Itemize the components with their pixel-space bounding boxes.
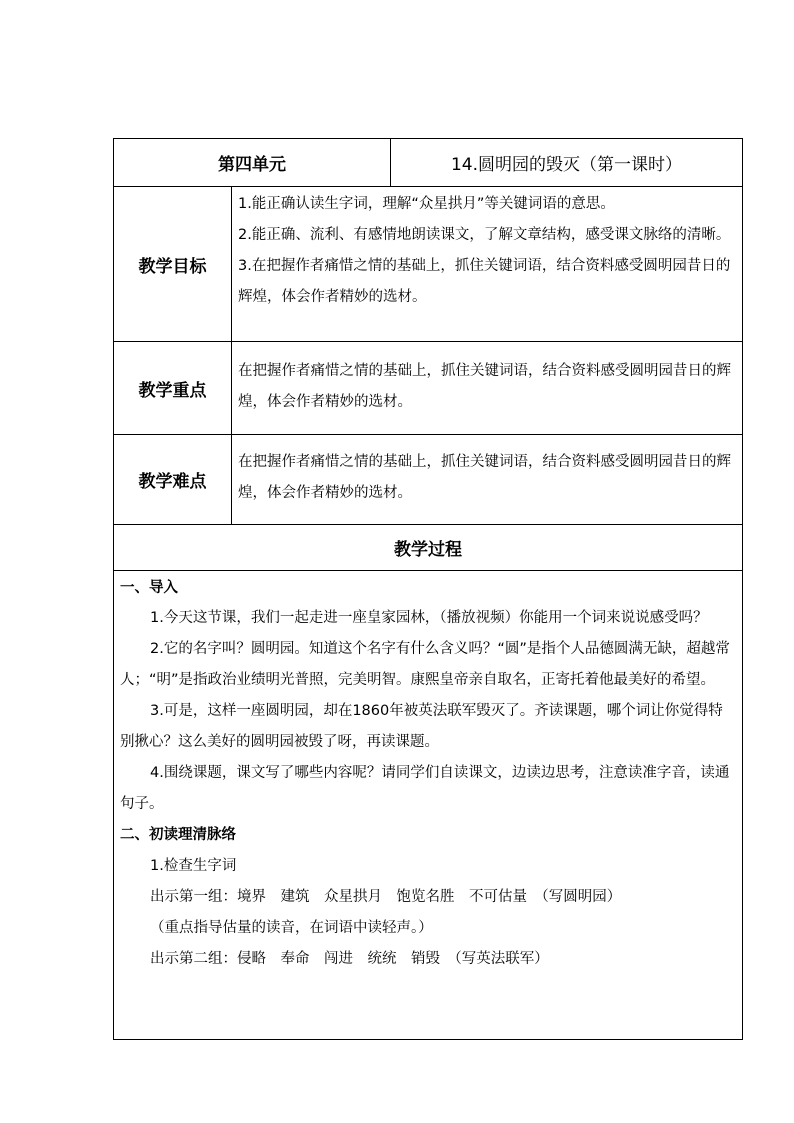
difficulties-row [114, 435, 742, 525]
section-heading: 一、导入 [120, 580, 178, 596]
text-line: （重点指导估量的读音，在词语中读轻声。） [150, 920, 433, 936]
objectives-label-cell [114, 187, 232, 341]
process-title: 教学过程 [394, 540, 462, 560]
lesson-cell [391, 139, 742, 186]
section-heading: 二、初读理清脉络 [120, 827, 236, 843]
text-line: 出示第二组：侵略 奉命 闯进 统统 销毁 （写英法联军） [150, 951, 549, 967]
paragraph: 3.可是，这样一座圆明园，却在1860年被英法联军毁灭了。齐读课题，哪个词让你觉得特别揪心？这么美好的圆明园被毁了呀，再读课题。 [120, 703, 723, 750]
key-points-content [232, 342, 742, 434]
difficulties-label-cell [114, 435, 232, 524]
process-title-row [114, 525, 742, 571]
text-line: 出示第一组：境界 建筑 众星拱月 饱览名胜 不可估量 （写圆明园） [150, 889, 622, 905]
objective-item: 3.在把握作者痛惜之情的基础上，抓住关键词语，结合资料感受圆明园昔日的辉煌，体会作者精妙的选材。 [238, 258, 731, 305]
difficulties-content [232, 435, 742, 524]
key-points-label-cell [114, 342, 232, 434]
objectives-content [232, 187, 742, 341]
paragraph: 1.今天这节课，我们一起走进一座皇家园林，（播放视频）你能用一个词来说说感受吗？ [150, 610, 708, 626]
text-line: 1.检查生字词 [150, 858, 237, 874]
key-points-row [114, 342, 742, 435]
process-content [114, 571, 742, 1039]
process-title-cell [114, 525, 742, 570]
difficulties-text: 在把握作者痛惜之情的基础上，抓住关键词语，结合资料感受圆明园昔日的辉煌，体会作者精妙的选材。 [238, 454, 731, 501]
key-points-text: 在把握作者痛惜之情的基础上，抓住关键词语，结合资料感受圆明园昔日的辉煌，体会作者精妙的选材。 [238, 363, 731, 410]
key-points-label: 教学重点 [138, 380, 207, 401]
objectives-label: 教学目标 [138, 256, 207, 277]
unit-title: 第四单元 [218, 155, 286, 175]
lesson-title: 14.圆明园的毁灭（第一课时） [450, 155, 683, 175]
difficulties-label: 教学难点 [138, 472, 207, 492]
lesson-plan-table [113, 138, 743, 1040]
unit-cell [114, 139, 391, 186]
paragraph: 2.它的名字叫？圆明园。知道这个名字有什么含义吗？“圆”是指个人品德圆满无缺，超越常人；“明”是指政治业绩明光普照，完美明智。康熙皇帝亲自取名，正寄托着他最美好的希望。 [120, 641, 730, 688]
objective-item: 1.能正确认读生字词，理解“众星拱月”等关键词语的意思。 [238, 196, 615, 212]
paragraph: 4.围绕课题，课文写了哪些内容呢？请同学们自读课文，边读边思考，注意读准字音，读通句子。 [120, 765, 730, 812]
objective-item: 2.能正确、流利、有感情地朗读课文，了解文章结构，感受课文脉络的清晰。 [238, 227, 731, 243]
header-row [114, 139, 742, 187]
objectives-row [114, 187, 742, 342]
